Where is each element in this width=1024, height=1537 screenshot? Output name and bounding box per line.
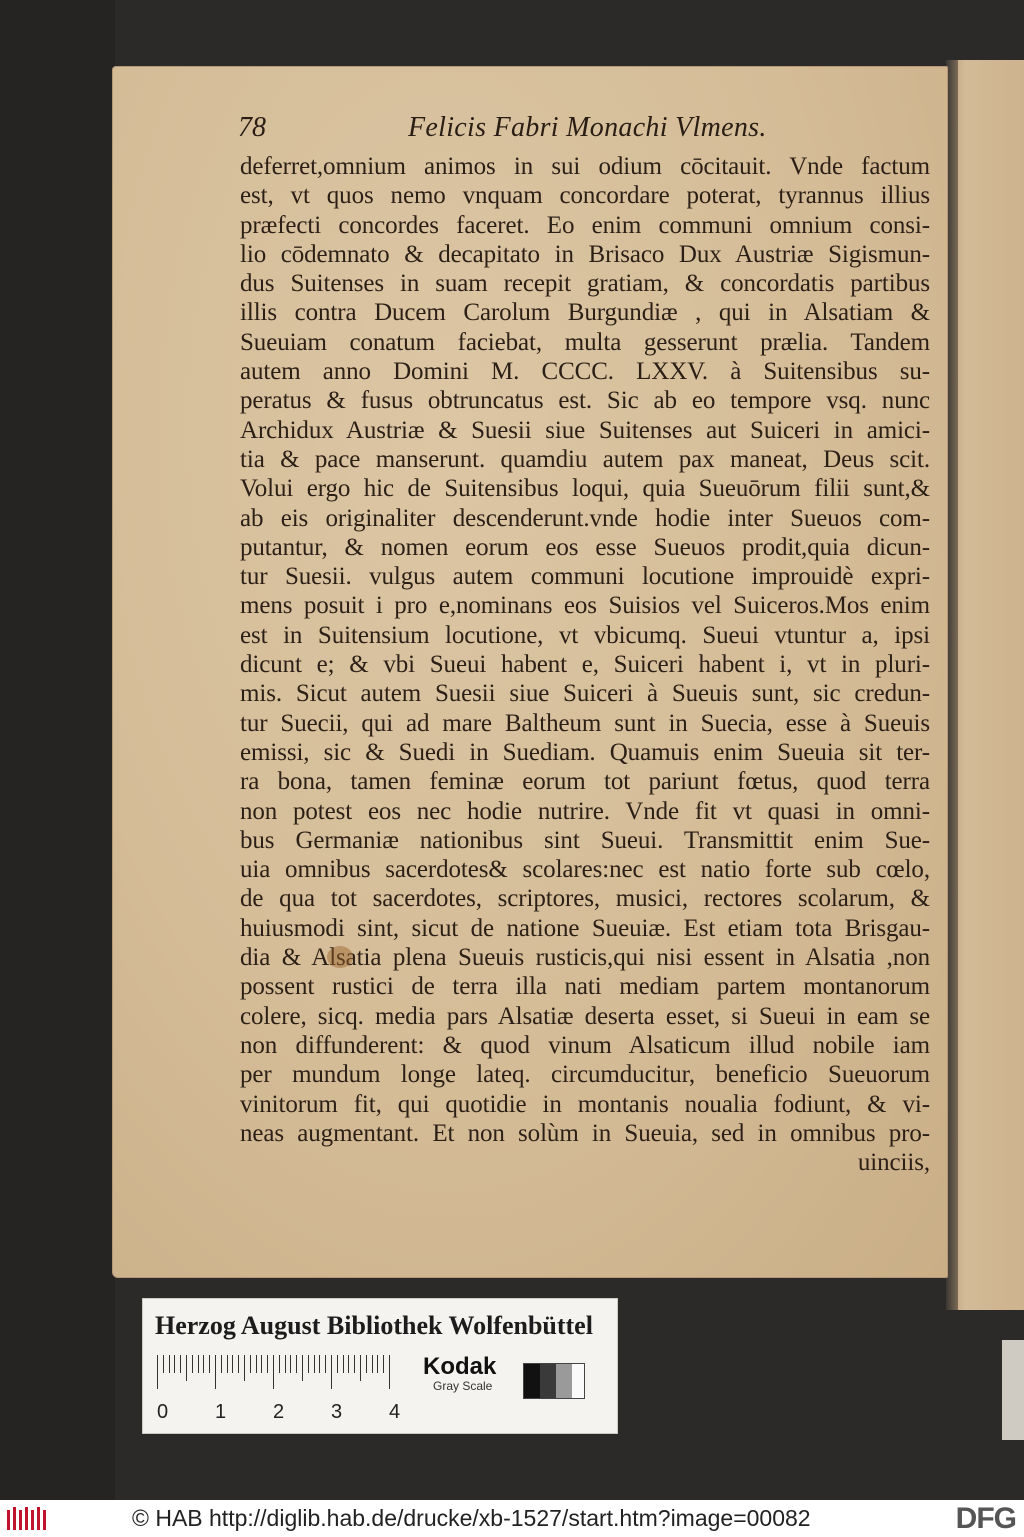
text-line: huiusmodi sint, sicut de natione Sueuiæ. Est etiam tota Brisgau- (240, 914, 930, 942)
ruler-tick (186, 1355, 187, 1381)
ruler-tick (360, 1355, 361, 1381)
page-header (238, 112, 798, 144)
ruler-tick (290, 1355, 291, 1373)
ruler-tick (261, 1355, 262, 1373)
ruler-tick (273, 1355, 274, 1389)
text-line: tur Suesii. vulgus autem communi locutione improuidè expri- (240, 563, 930, 591)
ruler-tick (383, 1355, 384, 1373)
text-line: tur Suecii, qui ad mare Baltheum sunt in Suecia, esse à Sueuis (240, 709, 930, 737)
ruler-number: 0 (157, 1401, 169, 1423)
text-line: mens posuit i pro e,nominans eos Suisios vel Suiceros.Mos enim (240, 592, 930, 620)
ruler-tick (215, 1355, 216, 1389)
ruler-tick (377, 1355, 378, 1373)
ruler-tick (302, 1355, 303, 1381)
text-line: uia omnibus sacerdotes& scolares:nec est natio forte sub cœlo, (240, 856, 930, 884)
text-line: ra bona, tamen feminæ eorum tot pariunt fœtus, quod terra (240, 768, 930, 796)
swatch-mid-gray (556, 1364, 572, 1398)
ruler-number: 1 (215, 1401, 227, 1423)
text-line: mis. Sicut autem Suesii siue Suiceri à Sueuis sunt, sic credun- (240, 680, 930, 708)
text-line: colere, sicq. media pars Alsatiæ deserta esset, si Sueui in eam se (240, 1002, 930, 1030)
text-line: dus Suitenses in suam recepit gratiam, & concordatis partibus (240, 270, 930, 298)
ruler-tick (169, 1355, 170, 1373)
text-line: Volui ergo hic de Suitensibus loqui, quia Sueuōrum filii sunt,& (240, 475, 930, 503)
ruler-ticks (157, 1355, 405, 1389)
text-line: de qua tot sacerdotes, scriptores, musici, rectores scolarum, & (240, 885, 930, 913)
library-color-chart-label (142, 1298, 618, 1434)
ruler-tick (314, 1355, 315, 1373)
text-line: dicunt e; & vbi Sueui habent e, Suiceri habent i, vt in pluri- (240, 651, 930, 679)
page-body-text (240, 152, 930, 1177)
text-line: præfecti concordes faceret. Eo enim communi omnium consi- (240, 211, 930, 239)
ruler-tick (331, 1355, 332, 1389)
text-line: non potest eos nec hodie nutrire. Vnde fit vt quasi in omni- (240, 797, 930, 825)
text-line: neas augmentant. Et non solùm in Sueuia, sed in omnibus pro- (240, 1119, 930, 1147)
text-line: dia & Alsatia plena Sueuis rusticis,qui nisi essent in Alsatia ,non (240, 944, 930, 972)
kodak-subtitle: Gray Scale (433, 1379, 493, 1393)
citation-footer (0, 1500, 1024, 1537)
text-line: possent rustici de terra illa nati mediam partem montanorum (240, 973, 930, 1001)
text-line: Sueuiam conatum faciebat, multa gesserunt prælia. Tandem (240, 328, 930, 356)
scale-ruler (157, 1355, 407, 1423)
edge-card (1002, 1340, 1024, 1440)
ruler-tick (325, 1355, 326, 1373)
ruler-number: 2 (273, 1401, 285, 1423)
swatch-black (524, 1364, 540, 1398)
hab-logo-icon (6, 1506, 48, 1532)
ruler-tick (308, 1355, 309, 1373)
text-line: ab eis originaliter descenderunt.vnde hodie inter Sueuos com- (240, 504, 930, 532)
ruler-tick (343, 1355, 344, 1373)
ruler-tick (227, 1355, 228, 1373)
ruler-tick (296, 1355, 297, 1373)
swatch-white (572, 1364, 584, 1398)
text-line: deferret,omnium animos in sui odium cōcitauit. Vnde factum (240, 153, 930, 180)
text-line: lio cōdemnato & decapitato in Brisaco Dux Austriæ Sigismun- (240, 240, 930, 268)
ruler-tick (389, 1355, 390, 1389)
running-head: Felicis Fabri Monachi Vlmens. (408, 112, 767, 143)
ruler-tick (198, 1355, 199, 1373)
ruler-tick (285, 1355, 286, 1373)
page-number: 78 (238, 112, 266, 143)
library-name: Herzog August Bibliothek Wolfenbüttel (155, 1311, 593, 1340)
ruler-tick (244, 1355, 245, 1381)
ruler-tick (372, 1355, 373, 1373)
ruler-tick (354, 1355, 355, 1373)
ruler-tick (348, 1355, 349, 1373)
text-line: emissi, sic & Suedi in Suediam. Quamuis enim Sueuia sit ter- (240, 738, 930, 766)
swatch-dark-gray (540, 1364, 556, 1398)
text-line: est, vt quos nemo vnquam concordare poterat, tyrannus illius (240, 182, 930, 210)
text-line: bus Germaniæ nationibus sint Sueui. Transmittit enim Sue- (240, 826, 930, 854)
gray-scale-swatches (523, 1363, 585, 1399)
text-line: Archidux Austriæ & Suesii siue Suitenses aut Suiceri in amici- (240, 416, 930, 444)
text-line: illis contra Ducem Carolum Burgundiæ , qui in Alsatiam & (240, 299, 930, 327)
ink-stain (327, 946, 353, 968)
ruler-tick (366, 1355, 367, 1373)
ruler-number: 4 (389, 1401, 401, 1423)
text-line: vinitorum fit, qui quotidie in montanis noualia fodiunt, & vi- (240, 1090, 930, 1118)
ruler-tick (174, 1355, 175, 1373)
ruler-tick (279, 1355, 280, 1373)
facing-page-edge (946, 60, 1024, 1310)
ruler-tick (209, 1355, 210, 1373)
ruler-tick (192, 1355, 193, 1373)
catchword: uinciis, (857, 1149, 930, 1177)
kodak-brand: Kodak (423, 1353, 497, 1380)
kodak-mark (423, 1353, 496, 1393)
ruler-tick (319, 1355, 320, 1373)
text-line: per mundum longe lateq. circumducitur, beneficio Sueuorum (240, 1061, 930, 1089)
ruler-tick (337, 1355, 338, 1373)
book-page (112, 66, 948, 1278)
text-line: non diffunderent: & quod vinum Alsaticum illud nobile iam (240, 1031, 930, 1059)
ruler-tick (238, 1355, 239, 1373)
dfg-logo: DFG (955, 1502, 1016, 1535)
text-line: autem anno Domini M. CCCC. LXXV. à Suitensibus su- (240, 358, 930, 386)
ruler-tick (221, 1355, 222, 1373)
citation-link[interactable]: © HAB http://diglib.hab.de/drucke/xb-1527/start.htm?image=00082 (132, 1505, 811, 1531)
text-line: est in Suitensium locutione, vt vbicumq. Sueui vtuntur a, ipsi (240, 621, 930, 649)
ruler-tick (250, 1355, 251, 1373)
ruler-tick (256, 1355, 257, 1373)
ruler-tick (163, 1355, 164, 1373)
text-line: tia & pace manserunt. quamdiu autem pax maneat, Deus scit. (240, 445, 930, 473)
ruler-tick (267, 1355, 268, 1373)
ruler-tick (232, 1355, 233, 1373)
ruler-number: 3 (331, 1401, 343, 1423)
ruler-tick (180, 1355, 181, 1373)
ruler-tick (203, 1355, 204, 1373)
text-line: putantur, & nomen eorum eos esse Sueuos prodit,quia dicun- (240, 533, 930, 561)
scan-backdrop (0, 0, 115, 1500)
text-line: peratus & fusus obtruncatus est. Sic ab eo tempore vsq. nunc (240, 387, 930, 415)
ruler-tick (157, 1355, 158, 1389)
